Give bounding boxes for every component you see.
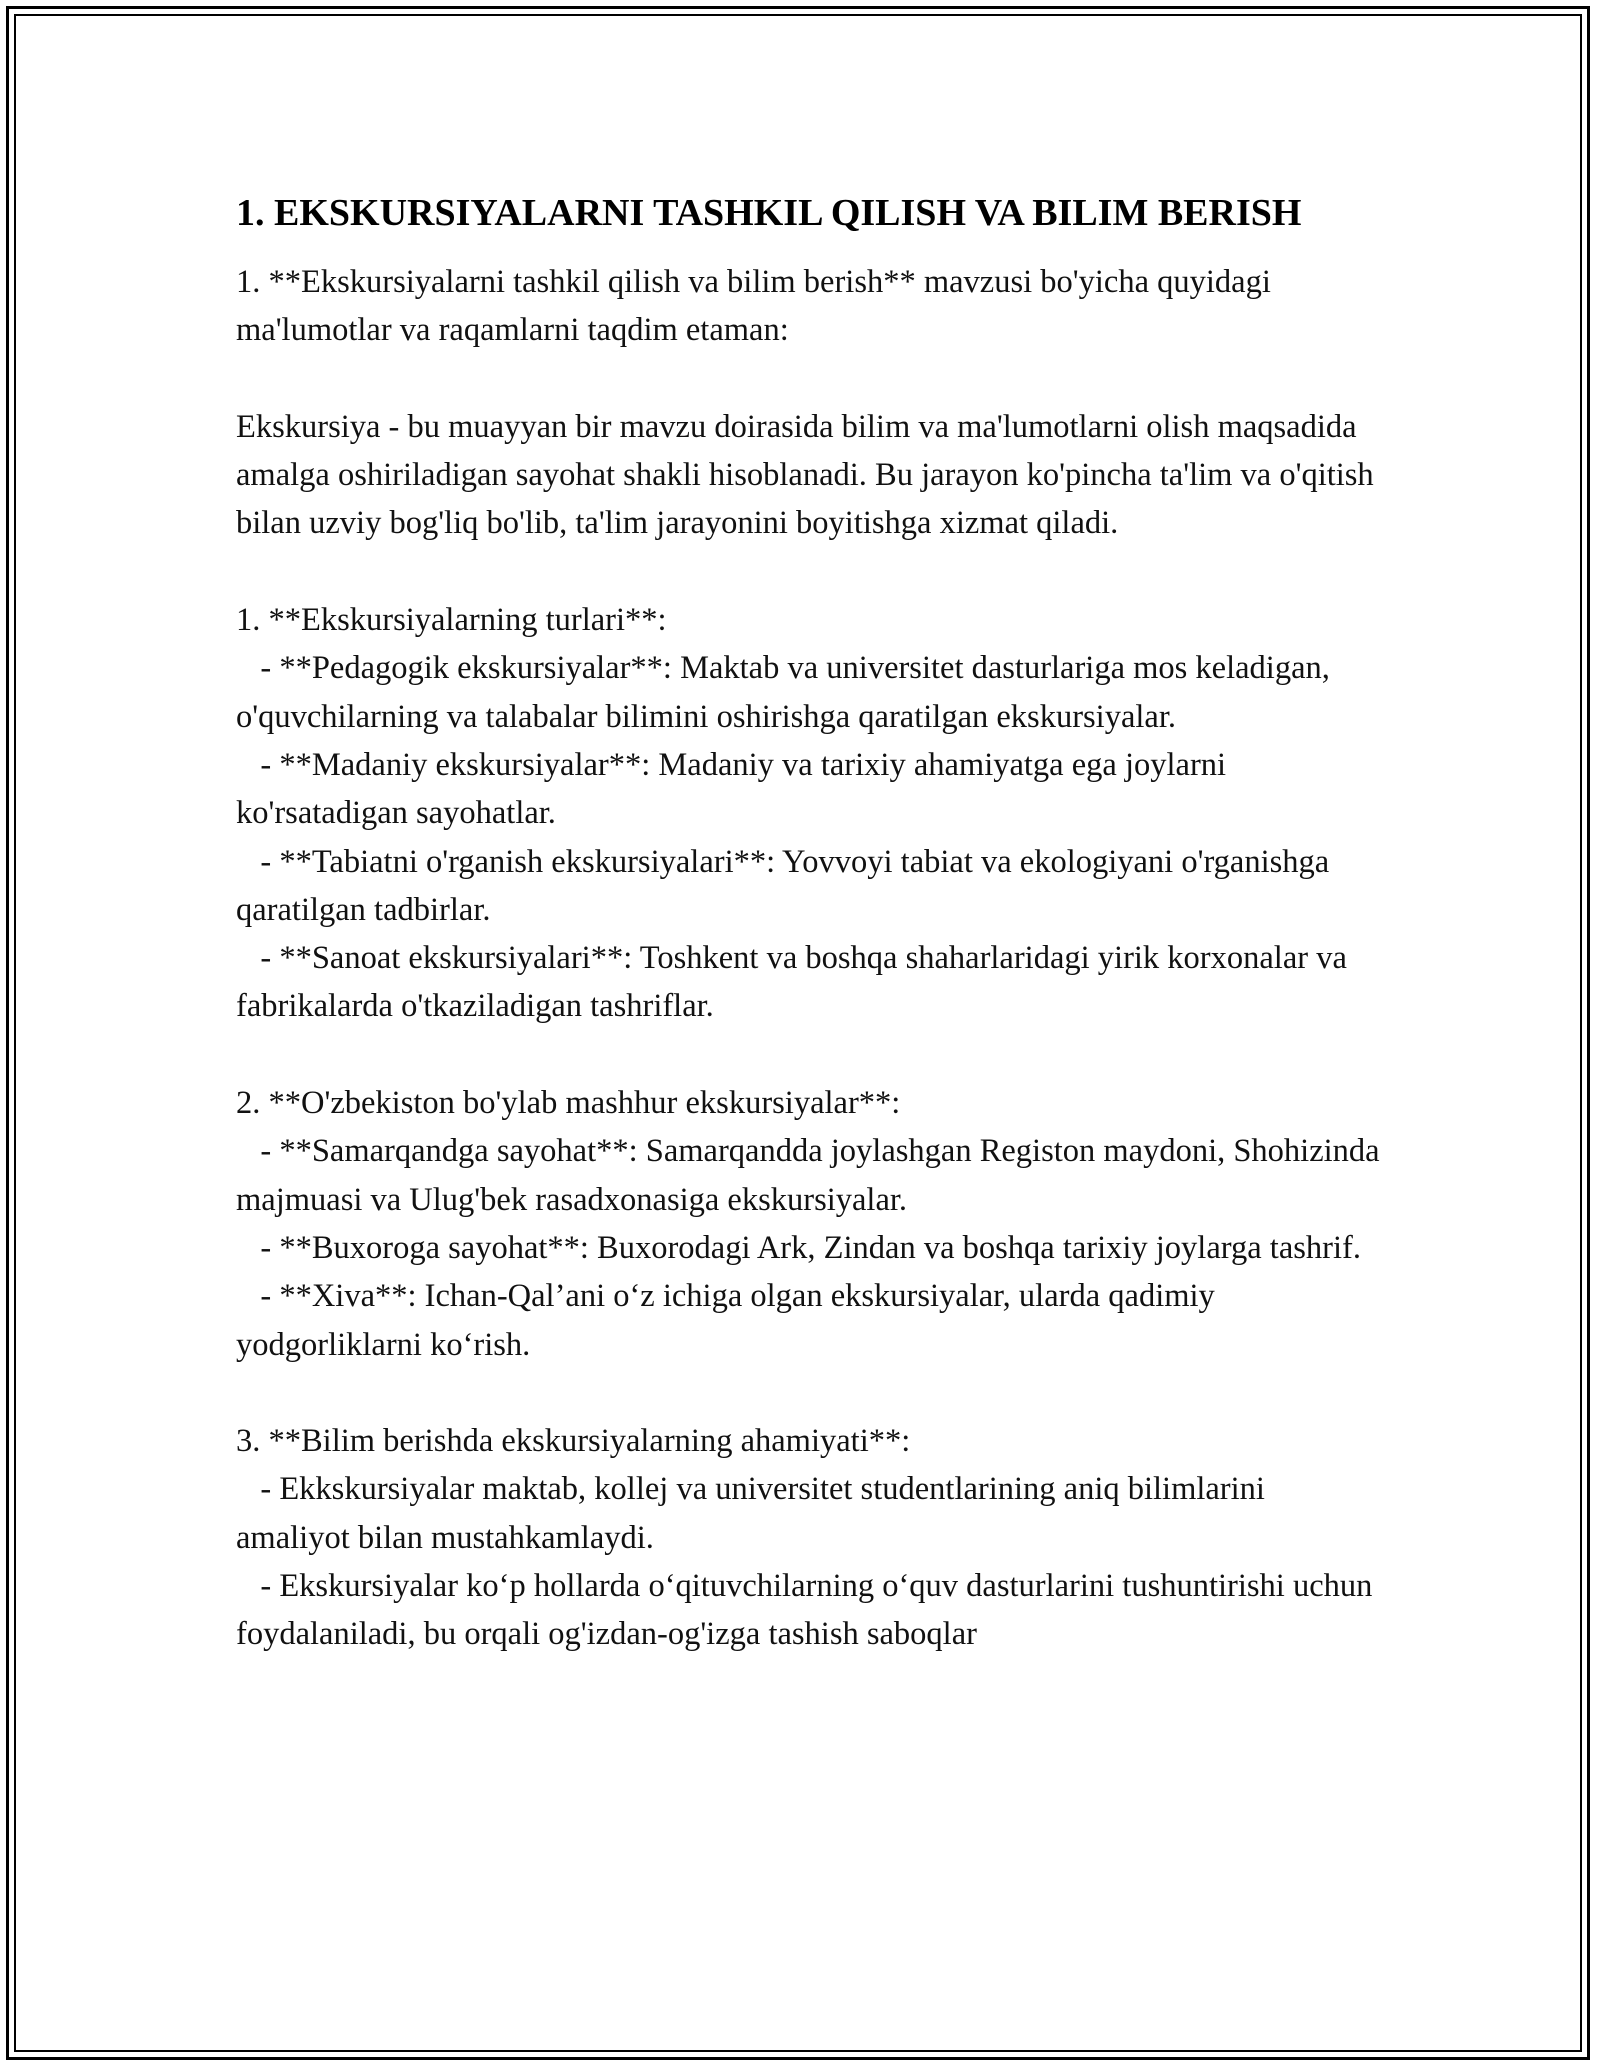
document-heading: 1. EKSKURSIYALARNI TASHKIL QILISH VA BILIM BERISH — [236, 192, 1302, 234]
document-body: 1. **Ekskursiyalarni tashkil qilish va bilim berish** mavzusi bo'yicha quyidagi ma'lumotlar va raqamlarni taqdim etaman: Ekskursiya - bu muayyan bir mavzu doirasida bilim va ma'lumotlarni olish maqsadida amalga oshiriladigan sayohat shakli hisoblanadi. Bu jarayon ko'pincha ta'lim va o'qitish bilan uzviy bog'liq bo'lib, ta'lim jarayonini boyitishga xizmat qiladi. 1. **Ekskursiyalarning turlari**: - **Pedagogik ekskursiyalar**: Maktab va universitet dasturlariga mos keladigan, o'quvchilarning va talabalar bilimini oshirishga qaratilgan ekskursiyalar. - **Madaniy ekskursiyalar**: Madaniy va tarixiy ahamiyatga ega joylarni ko'rsatadigan sayohatlar. - **Tabiatni o'rganish ekskursiyalari**: Yovvoyi tabiat va ekologiyani o'rganishga qaratilgan tadbirlar. - **Sanoat ekskursiyalari**: Toshkent va boshqa shaharlaridagi yirik korxonalar va fabrikalarda o'tkaziladigan tashriflar. 2. **O'zbekiston bo'ylab mashhur ekskursiyalar**: - **Samarqandga sayohat**: Samarqandda joylashgan Registon maydoni, Shohizinda majmuasi va Ulug'bek rasadxonasiga ekskursiyalar. - **Buxoroga sayohat**: Buxorodagi Ark, Zindan va boshqa tarixiy joylarga tashrif. - **Xiva**: Ichan-Qal’ani o‘z ichiga olgan ekskursiyalar, ularda qadimiy yodgorliklarni ko‘rish. 3. **Bilim berishda ekskursiyalarning ahamiyati**: - Ekkskursiyalar maktab, kollej va universitet studentlarining aniq bilimlarini amaliyot bilan mustahkamlaydi. - Ekskursiyalar ko‘p hollarda o‘qituvchilarning o‘quv dasturlarini tushuntirishi uchun foydalaniladi, bu orqali og'izdan-og'izga tashish saboqlar — [236, 264, 1380, 1653]
document-content — [236, 186, 1386, 1659]
